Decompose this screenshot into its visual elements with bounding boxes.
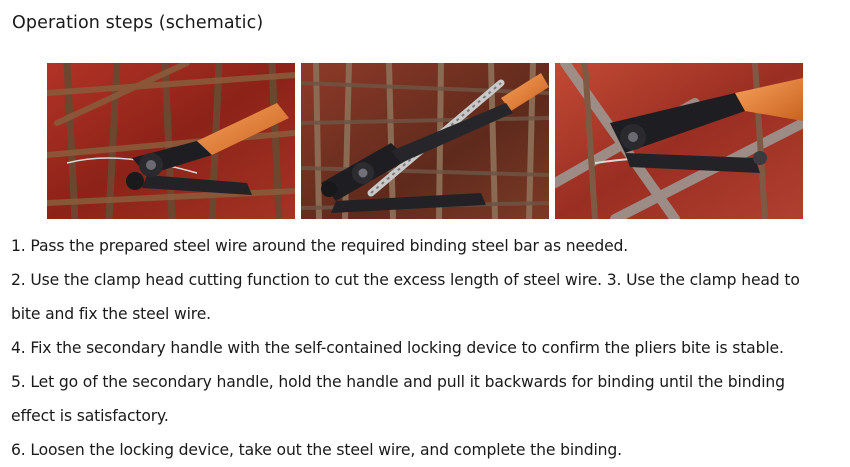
- step-line: bite and fix the steel wire.: [11, 305, 211, 323]
- step-line: effect is satisfactory.: [11, 407, 169, 425]
- step-photo-1: [47, 63, 295, 219]
- pliers-binding-wire-photo: [555, 63, 803, 219]
- steps-text: [11, 229, 847, 467]
- step-line: 4. Fix the secondary handle with the self-contained locking device to confirm the pliers bite is stable.: [11, 339, 784, 357]
- step-photo-2: [301, 63, 549, 219]
- page-title: Operation steps (schematic): [12, 13, 264, 33]
- step-line: 6. Loosen the locking device, take out the steel wire, and complete the binding.: [11, 441, 622, 459]
- step-photo-3: [555, 63, 803, 219]
- pliers-cutting-wire-photo: [301, 63, 549, 219]
- step-line: 1. Pass the prepared steel wire around the required binding steel bar as needed.: [11, 237, 629, 255]
- step-line: 2. Use the clamp head cutting function to cut the excess length of steel wire. 3. Use the clamp head to: [11, 271, 800, 289]
- step-line: 5. Let go of the secondary handle, hold the handle and pull it backwards for binding until the binding: [11, 373, 785, 391]
- pliers-wrapping-wire-photo: [47, 63, 295, 219]
